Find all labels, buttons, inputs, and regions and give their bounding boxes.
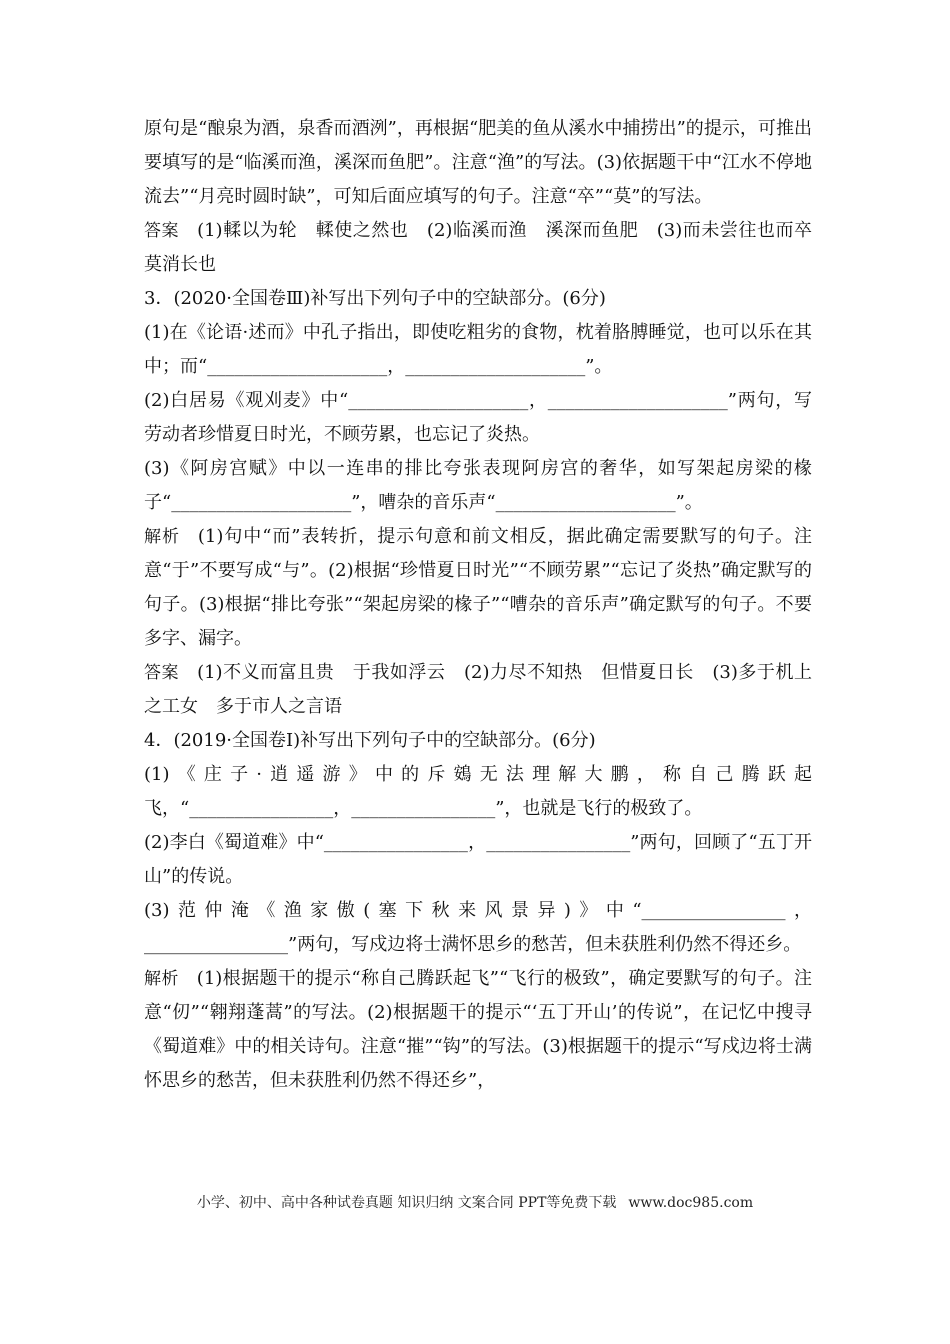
question-3-part-1: (1)在《论语·述而》中孔子指出，即使吃粗劣的食物，枕着胳膊睡觉，也可以乐在其中；而“____________________，____________________”。 (144, 322, 812, 377)
analysis-label: 解析 (144, 527, 180, 547)
footer-text: 小学、初中、高中各种试卷真题 知识归纳 文案合同 PPT等免费下载 (196, 1195, 617, 1211)
question-4-part-2: (2)李白《蜀道难》中“________________，________________”两句，回顾了“五丁开山”的传说。 (144, 832, 812, 887)
analysis-continued: 原句是“酿泉为酒，泉香而酒洌”，再根据“肥美的鱼从溪水中捕捞出”的提示，可推出要填写的是“临溪而渔，溪深而鱼肥”。注意“渔”的写法。(3)依据题干中“江水不停地流去”“月亮时圆时缺”，可知后面应填写的句子。注意“卒”“莫”的写法。 (144, 118, 812, 207)
question-4-title: 4．(2019·全国卷Ⅰ)补写出下列句子中的空缺部分。(6分) (144, 730, 596, 751)
analysis-4 (144, 962, 812, 1098)
analysis-3 (144, 520, 812, 656)
answer-text: (1)不义而富且贵 于我如浮云 (2)力尽不知热 但惜夏日长 (3)多于机上之工女 多于市人之言语 (144, 662, 812, 717)
question-3-title: 3．(2020·全国卷Ⅲ)补写出下列句子中的空缺部分。(6分) (144, 288, 606, 309)
analysis-text: (1)根据题干的提示“称自己腾跃起飞”“飞行的极致”，确定要默写的句子。注意“仞”“翱翔蓬蒿”的写法。(2)根据题干的提示“‘五丁开山’的传说”，在记忆中搜寻《蜀道难》中的相关诗句。注意“摧”“钩”的写法。(3)根据题干的提示“写戍边将士满怀思乡的愁苦，但未获胜利仍然不得还乡”， (144, 968, 813, 1091)
answer-label: 答案 (144, 221, 180, 241)
answer-2 (144, 214, 812, 282)
document-body (144, 112, 812, 1098)
page-footer (0, 1192, 950, 1212)
answer-3 (144, 656, 812, 724)
question-3-part-2: (2)白居易《观刈麦》中“____________________，____________________”两句，写劳动者珍惜夏日时光，不顾劳累，也忘记了炎热。 (144, 390, 812, 445)
analysis-label: 解析 (144, 969, 179, 989)
question-4-part-3: (3)范仲淹《渔家傲(塞下秋来风景异)》中“________________，________________”两句，写戍边将士满怀思乡的愁苦，但未获胜利仍然不得还乡。 (144, 900, 812, 955)
answer-text: (1)輮以为轮 輮使之然也 (2)临溪而渔 溪深而鱼肥 (3)而未尝往也而卒莫消长也 (144, 220, 812, 275)
footer-url[interactable]: www.doc985.com (628, 1195, 754, 1211)
analysis-text: (1)句中“而”表转折，提示句意和前文相反，据此确定需要默写的句子。注意“于”不要写成“与”。(2)根据“珍惜夏日时光”“不顾劳累”“忘记了炎热”确定默写的句子。(3)根据“排比夸张”“架起房梁的椽子”“嘈杂的音乐声”确定默写的句子。不要多字、漏字。 (144, 526, 812, 649)
question-4-part-1: (1)《庄子·逍遥游》中的斥鴳无法理解大鹏，称自己腾跃起飞，“________________，________________”，也就是飞行的极致了。 (144, 764, 812, 819)
answer-label: 答案 (144, 663, 180, 683)
question-3-part-3: (3)《阿房宫赋》中以一连串的排比夸张表现阿房宫的奢华，如写架起房梁的椽子“____________________”，嘈杂的音乐声“____________________”。 (144, 458, 812, 513)
